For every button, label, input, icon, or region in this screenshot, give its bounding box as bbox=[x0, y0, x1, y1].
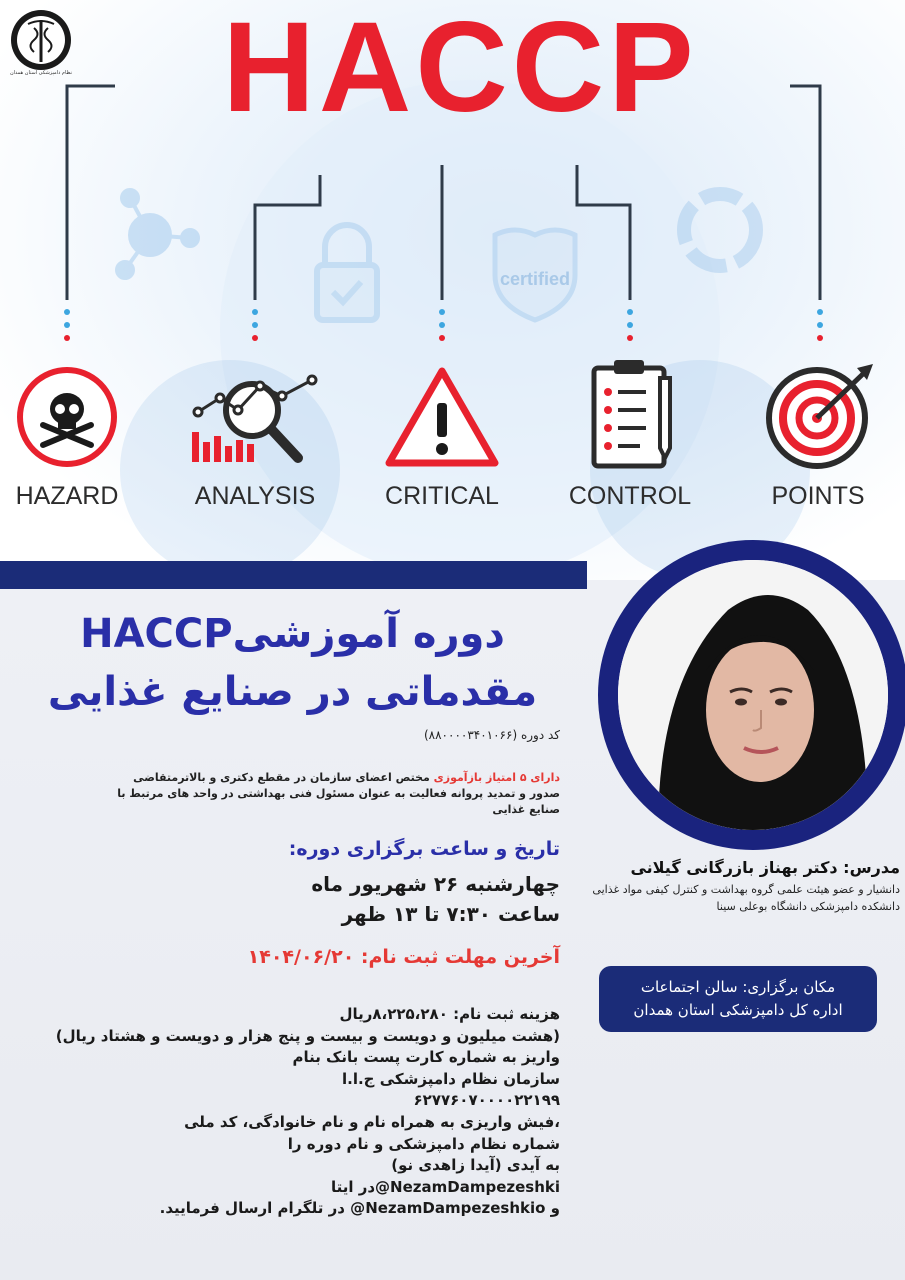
pillar-label-critical: CRITICAL bbox=[385, 482, 499, 510]
pillar-label-hazard: HAZARD bbox=[15, 482, 119, 510]
schedule-time: ساعت ۷:۳۰ تا ۱۳ ظهر bbox=[341, 902, 560, 926]
venue-line1: مکان برگزاری: سالن اجتماعات bbox=[640, 978, 836, 996]
credit-highlight: دارای ۵ امتیاز بازآموزی bbox=[433, 771, 560, 784]
schedule-title: تاریخ و ساعت برگزاری دوره: bbox=[288, 838, 560, 860]
pillar-label-analysis: ANALYSIS bbox=[194, 482, 316, 510]
hero-banner bbox=[0, 0, 905, 580]
certified-text: certified bbox=[499, 269, 571, 289]
instructor-portrait-illustration bbox=[618, 560, 888, 830]
fee-line: شماره نظام دامپزشکی و نام دوره را bbox=[287, 1134, 560, 1153]
fee-line: ،فیش واریزی به همراه نام و نام خانوادگی، کد ملی bbox=[184, 1112, 560, 1131]
telegram-id: و NezamDampezeshkio@ در تلگرام ارسال فرمایید. bbox=[159, 1199, 560, 1218]
haccp-title: HACCP bbox=[222, 0, 698, 139]
fee-details bbox=[30, 1004, 560, 1220]
instructor-name: مدرس: دکتر بهناز بازرگانی گیلانی bbox=[630, 858, 900, 877]
skull-icon bbox=[15, 365, 120, 470]
fee-line: واریز به شماره کارت پست بانک بنام bbox=[292, 1048, 560, 1067]
credit-description bbox=[100, 770, 560, 818]
instructor-desc-line2: دانشکده دامپزشکی دانشگاه بوعلی سینا bbox=[716, 900, 900, 913]
venue-box bbox=[599, 966, 877, 1032]
pillar-label-points: POINTS bbox=[771, 482, 865, 510]
instructor-info bbox=[560, 858, 900, 915]
schedule-day: چهارشنبه ۲۶ شهریور ماه bbox=[311, 872, 560, 896]
fee-line: سازمان نظام دامپزشکی ج.ا.ا bbox=[342, 1069, 560, 1088]
instructor-photo bbox=[618, 560, 888, 830]
clipboard-checklist-icon bbox=[590, 358, 680, 470]
analysis-magnifier-icon bbox=[190, 370, 320, 470]
target-icon bbox=[765, 360, 875, 470]
warning-triangle-icon bbox=[383, 365, 501, 470]
eitaa-id: NezamDampezeshki@در ایتا bbox=[330, 1177, 560, 1196]
venue-line2: اداره کل دامپزشکی استان همدان bbox=[633, 1001, 843, 1019]
course-title: دوره آموزشیHACCP مقدماتی در صنایع غذایی bbox=[47, 611, 538, 715]
fee-line: هزینه ثبت نام: ۸،۲۲۵،۲۸۰ریال bbox=[339, 1005, 560, 1023]
fee-card-number: ۶۲۷۷۶۰۷۰۰۰۰۲۲۱۹۹ bbox=[413, 1091, 560, 1110]
course-code: کد دوره (۸۸۰۰۰۰۳۴۰۱۰۶۶) bbox=[423, 728, 560, 742]
logo-caption: نظام دامپزشکی استان همدان bbox=[9, 70, 73, 76]
fee-line: (هشت میلیون و دویست و بیست و پنج هزار و دویست و هشتاد ریال) bbox=[55, 1026, 560, 1045]
instructor-desc-line1: دانشیار و عضو هیئت علمی گروه بهداشت و کنترل کیفی مواد غذایی bbox=[592, 883, 900, 896]
molecule-icon bbox=[117, 190, 198, 278]
registration-deadline: آخرین مهلت ثبت نام: ۱۴۰۴/۰۶/۲۰ bbox=[247, 946, 560, 968]
navy-divider-bar bbox=[0, 561, 587, 589]
credit-text: مختص اعضای سازمان در مقطع دکتری و بالاترمتقاضی صدور و تمدید پروانه فعالیت به عنوان مسئول فنی بهداشتی در واحد های مرتبط با صنایع غذایی bbox=[117, 771, 560, 816]
pillar-label-control: CONTROL bbox=[568, 482, 692, 510]
fee-line: به آیدی (آیدا زاهدی نو) bbox=[391, 1156, 560, 1175]
